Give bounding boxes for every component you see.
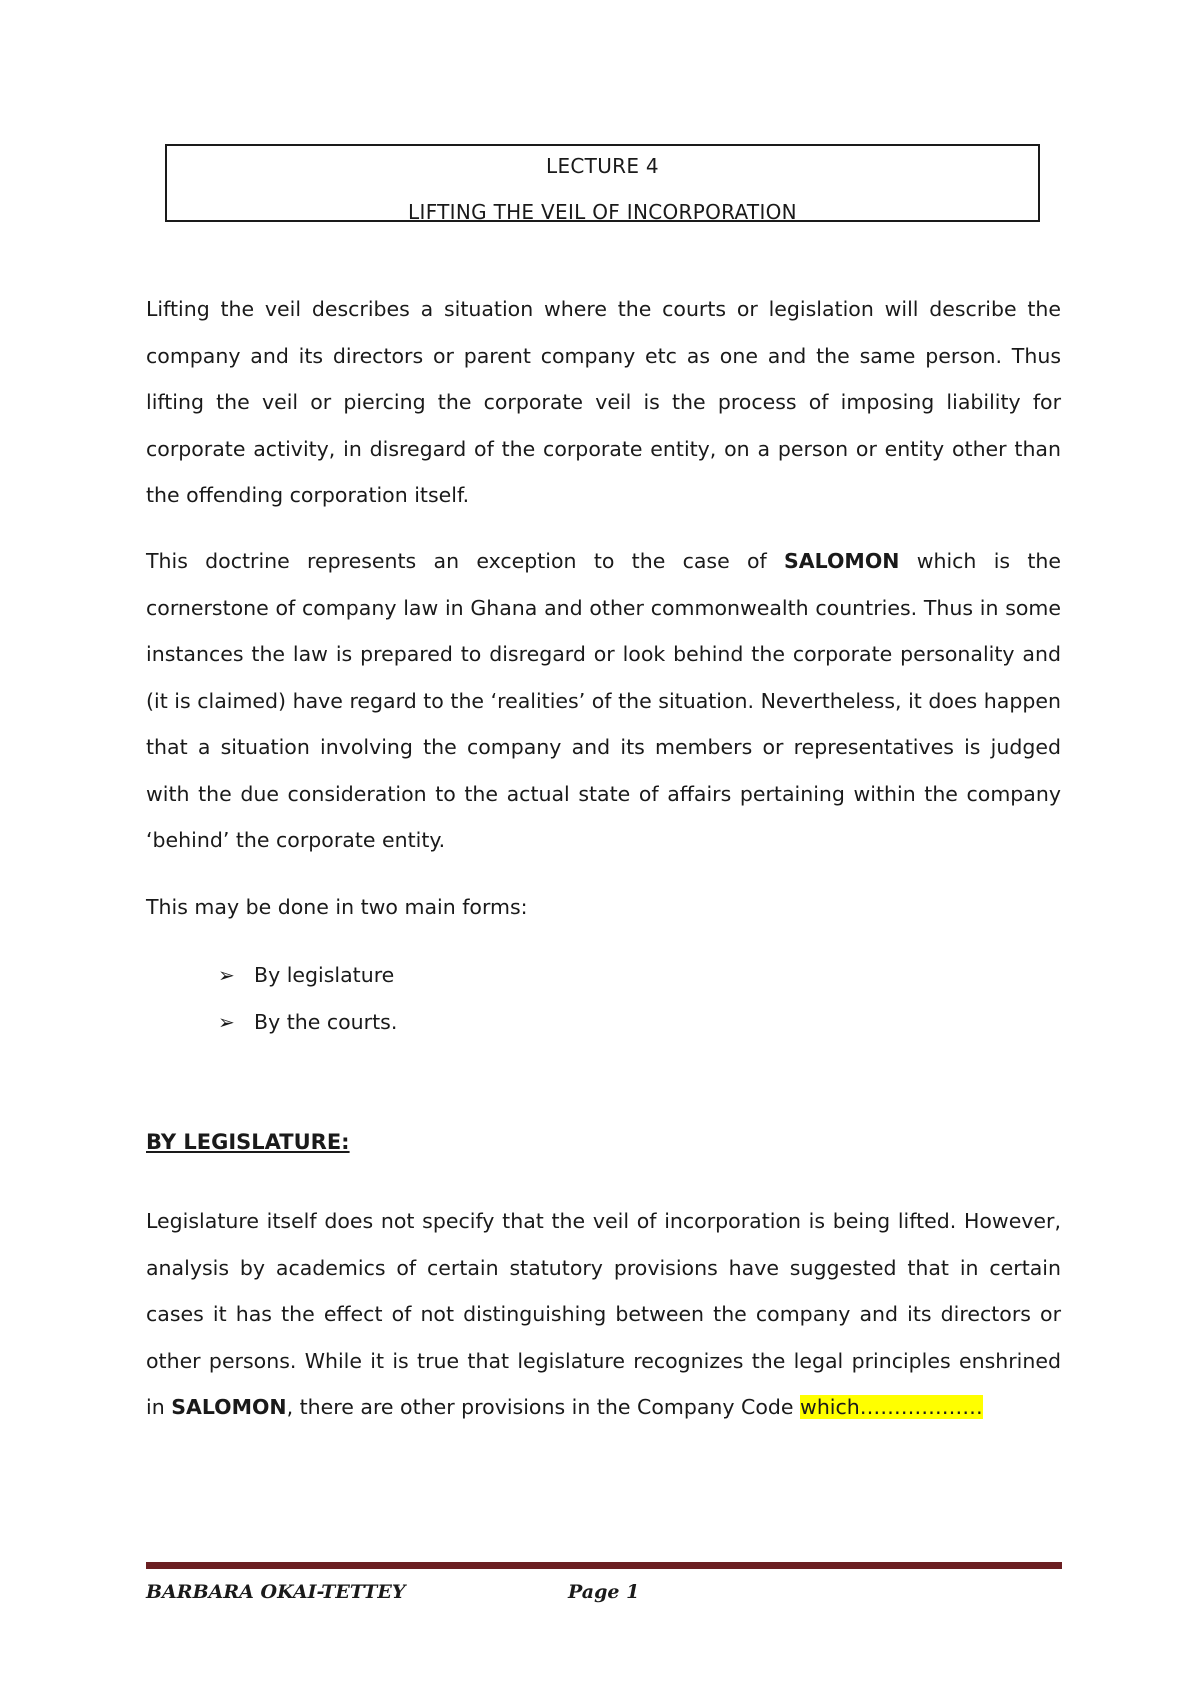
paragraph-definition: Lifting the veil describes a situation where the courts or legislation will describe the company and its directors or parent company etc as one and the same person. Thus lifting the veil or piercing the corporate veil is the process of imposing liability for corporate activity, in disregard of the corporate entity, on a person or entity other than the offending corporation itself.	[146, 297, 1061, 507]
paragraph-legislature-text-start: Legislature itself does not specify that the veil of incorporation is being lifted. However, analysis by academics of certain statutory provisions have suggested that in certain cases it has the effect of not distinguishing between the company and its directors or other persons. While it is true that legislature recognizes the legal principles enshrined in	[146, 1209, 1061, 1419]
paragraph-doctrine-text-start: This doctrine represents an exception to the case of	[146, 549, 785, 573]
lecture-number: LECTURE 4	[546, 154, 659, 178]
paragraph-legislature	[146, 1198, 1061, 1431]
case-name-salomon: SALOMON	[171, 1395, 287, 1419]
arrow-bullet-icon: ➢	[218, 963, 235, 987]
list-item-label: By legislature	[254, 963, 395, 987]
list-item	[218, 952, 397, 999]
paragraph-legislature-text-mid: , there are other provisions in the Company Code	[286, 1395, 801, 1419]
paragraph-forms-intro: This may be done in two main forms:	[146, 895, 528, 919]
footer-divider	[146, 1562, 1062, 1569]
paragraph-doctrine-text-end: which is the cornerstone of company law in Ghana and other commonwealth countries. Thus in some instances the law is prepared to disregard or look behind the corporate personality and (it is claimed) have regard to the ‘realities’ of the situation. Nevertheless, it does happen that a situation involving the company and its members or representatives is judged with the due consideration to the actual state of affairs pertaining within the company ‘behind’ the corporate entity.	[146, 549, 1061, 852]
lecture-title: LIFTING THE VEIL OF INCORPORATION	[408, 200, 797, 224]
list-item	[218, 999, 397, 1046]
list-item-label: By the courts.	[254, 1009, 398, 1034]
highlighted-text: which………………	[800, 1395, 983, 1419]
forms-list	[218, 952, 397, 1045]
footer-author: BARBARA OKAI-TETTEY	[146, 1581, 406, 1603]
title-box	[165, 144, 1040, 222]
paragraph-doctrine	[146, 538, 1061, 864]
section-heading-legislature: BY LEGISLATURE:	[146, 1130, 350, 1154]
case-name-salomon: SALOMON	[784, 549, 900, 573]
arrow-bullet-icon: ➢	[218, 1009, 235, 1034]
page-number: Page 1	[568, 1581, 640, 1603]
